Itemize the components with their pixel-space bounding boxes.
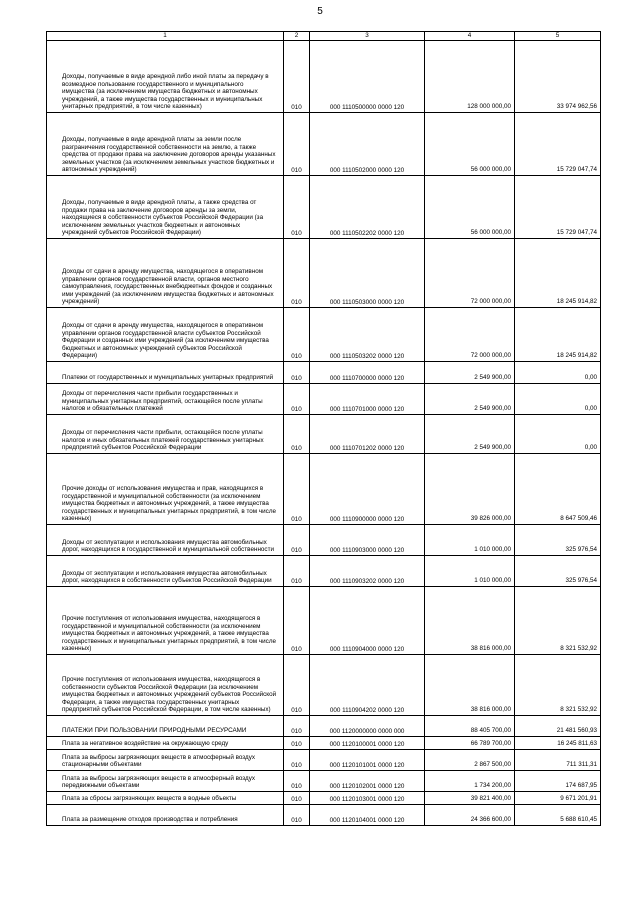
row-plan: 1 734 200,00: [425, 771, 515, 792]
column-header-4: 4: [425, 32, 515, 41]
table-row: [47, 41, 601, 113]
table-body: [47, 41, 601, 826]
row-plan: 66 789 700,00: [425, 737, 515, 750]
row-plan: 39 821 400,00: [425, 792, 515, 805]
row-fact: 325 976,54: [515, 525, 601, 556]
row-line-code: 010: [284, 737, 310, 750]
row-fact: 18 245 914,82: [515, 239, 601, 308]
row-fact: 15 729 047,74: [515, 176, 601, 239]
row-line-code: 010: [284, 750, 310, 771]
row-fact: 16 245 811,63: [515, 737, 601, 750]
row-fact: 174 687,95: [515, 771, 601, 792]
row-line-code: 010: [284, 308, 310, 362]
row-budget-code: 000 1110904000 0000 120: [310, 587, 425, 655]
row-line-code: 010: [284, 176, 310, 239]
row-name: Доходы от сдачи в аренду имущества, находящегося в оперативном управлении органов государственной власти субъектов Российской Федерации и созданных ими учреждений (за исключением имущества бюджетных и автономных учреждений субъектов Российской Федерации): [47, 308, 284, 362]
table-row: [47, 771, 601, 792]
column-number-row: [47, 32, 601, 41]
row-budget-code: 000 1120103001 0000 120: [310, 792, 425, 805]
row-budget-code: 000 1110503000 0000 120: [310, 239, 425, 308]
row-name: Прочие поступления от использования имущества, находящегося в государственной и муниципальной собственности (за исключением имущества бюджетных и автономных учреждений, а также имущества государственных и муниципальных унитарных предприятий, в том числе казенных): [47, 587, 284, 655]
row-budget-code: 000 1110500000 0000 120: [310, 41, 425, 113]
table-row: [47, 525, 601, 556]
table-row: [47, 556, 601, 587]
row-name: Плата за размещение отходов производства и потребления: [47, 805, 284, 826]
row-fact: 8 321 532,92: [515, 587, 601, 655]
row-plan: 24 366 600,00: [425, 805, 515, 826]
row-fact: 711 311,31: [515, 750, 601, 771]
row-budget-code: 000 1110502202 0000 120: [310, 176, 425, 239]
row-name: Доходы от перечисления части прибыли, остающейся после уплаты налогов и иных обязательных платежей государственных унитарных предприятий субъектов Российской Федерации: [47, 415, 284, 454]
row-line-code: 010: [284, 384, 310, 415]
row-name: Доходы от эксплуатации и использования имущества автомобильных дорог, находящихся в собственности субъектов Российской Федерации: [47, 556, 284, 587]
row-plan: 1 010 000,00: [425, 556, 515, 587]
row-budget-code: 000 1120104001 0000 120: [310, 805, 425, 826]
table-row: [47, 362, 601, 384]
row-plan: 38 816 000,00: [425, 587, 515, 655]
table-row: [47, 239, 601, 308]
row-name: Плата за выбросы загрязняющих веществ в атмосферный воздух стационарными объектами: [47, 750, 284, 771]
row-name: Платежи от государственных и муниципальных унитарных предприятий: [47, 362, 284, 384]
row-name: Прочие доходы от использования имущества и прав, находящихся в государственной и муниципальной собственности (за исключением имущества бюджетных и автономных учреждений, а также имущества государственных и муниципальных унитарных предприятий, в том числе казенных): [47, 454, 284, 525]
table-row: [47, 716, 601, 737]
table-row: [47, 454, 601, 525]
row-plan: 1 010 000,00: [425, 525, 515, 556]
row-line-code: 010: [284, 525, 310, 556]
row-line-code: 010: [284, 239, 310, 308]
row-fact: 325 976,54: [515, 556, 601, 587]
row-plan: 56 000 000,00: [425, 176, 515, 239]
row-name: Доходы, получаемые в виде арендной платы за земли после разграничения государственной собственности на землю, а также средства от продажи права на заключение договоров аренды указанных земельных участков (за исключением земельных участков бюджетных и автономных учреждений): [47, 113, 284, 176]
table-row: [47, 587, 601, 655]
row-name: Доходы, получаемые в виде арендной либо иной платы за передачу в возмездное пользование государственного и муниципального имущества (за исключением имущества бюджетных и автономных учреждений, а также имущества государственных и муниципальных унитарных предприятий, в том числе казенных): [47, 41, 284, 113]
row-name: Доходы от эксплуатации и использования имущества автомобильных дорог, находящихся в государственной и муниципальной собственности: [47, 525, 284, 556]
row-budget-code: 000 1110904202 0000 120: [310, 655, 425, 716]
row-name: Плата за негативное воздействие на окружающую среду: [47, 737, 284, 750]
column-header-1: 1: [47, 32, 284, 41]
row-budget-code: 000 1110903000 0000 120: [310, 525, 425, 556]
row-plan: 2 549 900,00: [425, 415, 515, 454]
table-row: [47, 308, 601, 362]
row-line-code: 010: [284, 41, 310, 113]
row-budget-code: 000 1110502000 0000 120: [310, 113, 425, 176]
row-name: Плата за выбросы загрязняющих веществ в атмосферный воздух передвижными объектами: [47, 771, 284, 792]
row-fact: 8 647 509,46: [515, 454, 601, 525]
row-budget-code: 000 1110700000 0000 120: [310, 362, 425, 384]
table-row: [47, 176, 601, 239]
row-fact: 0,00: [515, 384, 601, 415]
row-budget-code: 000 1110503202 0000 120: [310, 308, 425, 362]
page-number: 5: [317, 6, 323, 17]
row-line-code: 010: [284, 587, 310, 655]
row-budget-code: 000 1120000000 0000 000: [310, 716, 425, 737]
row-line-code: 010: [284, 805, 310, 826]
column-header-3: 3: [310, 32, 425, 41]
row-line-code: 010: [284, 415, 310, 454]
column-header-2: 2: [284, 32, 310, 41]
table-row: [47, 655, 601, 716]
row-name: ПЛАТЕЖИ ПРИ ПОЛЬЗОВАНИИ ПРИРОДНЫМИ РЕСУРСАМИ: [47, 716, 284, 737]
row-budget-code: 000 1110701000 0000 120: [310, 384, 425, 415]
row-line-code: 010: [284, 454, 310, 525]
row-plan: 72 000 000,00: [425, 239, 515, 308]
row-name: Доходы от перечисления части прибыли государственных и муниципальных унитарных предприятий, остающейся после уплаты налогов и обязательных платежей: [47, 384, 284, 415]
row-fact: 0,00: [515, 415, 601, 454]
row-line-code: 010: [284, 655, 310, 716]
row-plan: 39 826 000,00: [425, 454, 515, 525]
table-row: [47, 113, 601, 176]
row-name: Доходы от сдачи в аренду имущества, находящегося в оперативном управлении органов государственной власти, органов местного самоуправления, государственных внебюджетных фондов и созданных ими учреждений (за исключением имущества бюджетных и автономных учреждений): [47, 239, 284, 308]
row-name: Доходы, получаемые в виде арендной платы, а также средства от продажи права на заключение договоров аренды за земли, находящиеся в собственности субъектов Российской Федерации (за исключением земельных участков бюджетных и автономных учреждений субъектов Российской Федерации): [47, 176, 284, 239]
row-plan: 72 000 000,00: [425, 308, 515, 362]
row-plan: 128 000 000,00: [425, 41, 515, 113]
row-fact: 0,00: [515, 362, 601, 384]
row-name: Плата за сбросы загрязняющих веществ в водные объекты: [47, 792, 284, 805]
row-plan: 2 549 900,00: [425, 362, 515, 384]
table-row: [47, 750, 601, 771]
table-row: [47, 792, 601, 805]
table-row: [47, 805, 601, 826]
row-budget-code: 000 1110903202 0000 120: [310, 556, 425, 587]
column-header-5: 5: [515, 32, 601, 41]
row-budget-code: 000 1120101001 0000 120: [310, 750, 425, 771]
row-fact: 18 245 914,82: [515, 308, 601, 362]
row-fact: 9 671 201,91: [515, 792, 601, 805]
row-line-code: 010: [284, 556, 310, 587]
row-budget-code: 000 1120102001 0000 120: [310, 771, 425, 792]
table-row: [47, 737, 601, 750]
row-fact: 5 688 610,45: [515, 805, 601, 826]
row-budget-code: 000 1110900000 0000 120: [310, 454, 425, 525]
revenue-table: [46, 31, 601, 826]
row-plan: 2 867 500,00: [425, 750, 515, 771]
row-fact: 8 321 532,92: [515, 655, 601, 716]
row-plan: 38 816 000,00: [425, 655, 515, 716]
row-line-code: 010: [284, 771, 310, 792]
row-line-code: 010: [284, 716, 310, 737]
row-fact: 33 974 962,56: [515, 41, 601, 113]
row-plan: 88 405 700,00: [425, 716, 515, 737]
row-line-code: 010: [284, 792, 310, 805]
row-name: Прочие поступления от использования имущества, находящегося в собственности субъектов Российской Федерации (за исключением имущества бюджетных и автономных учреждений субъектов Российской Федерации, а также имущества государственных унитарных предприятий субъектов Российской Федерации, в том числе казенных): [47, 655, 284, 716]
table-row: [47, 415, 601, 454]
table-row: [47, 384, 601, 415]
row-line-code: 010: [284, 113, 310, 176]
row-budget-code: 000 1110701202 0000 120: [310, 415, 425, 454]
row-line-code: 010: [284, 362, 310, 384]
row-fact: 21 481 560,93: [515, 716, 601, 737]
row-plan: 56 000 000,00: [425, 113, 515, 176]
row-budget-code: 000 1120100001 0000 120: [310, 737, 425, 750]
row-fact: 15 729 047,74: [515, 113, 601, 176]
row-plan: 2 549 900,00: [425, 384, 515, 415]
